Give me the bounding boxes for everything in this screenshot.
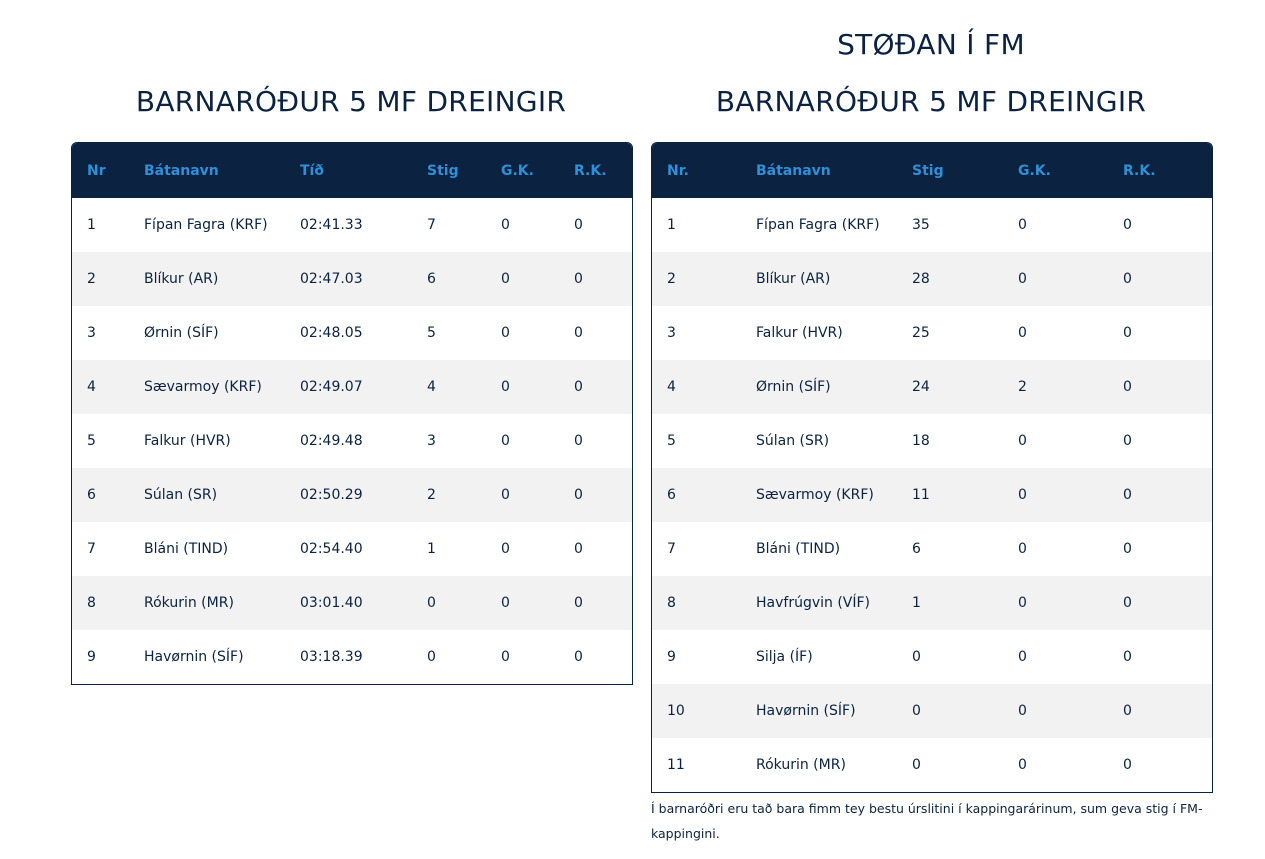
- cell-nr: 8: [72, 576, 129, 630]
- cell-points: 0: [912, 757, 921, 773]
- table-row: [652, 198, 1212, 252]
- cell-gk: 0: [501, 541, 510, 557]
- cell-boat-name: Bláni (TIND): [144, 541, 229, 557]
- cell-nr: 5: [87, 433, 96, 449]
- cell-points: 35: [912, 217, 930, 233]
- column-header-nr: Nr: [72, 143, 129, 198]
- cell-boat-name: Blíkur (AR): [129, 252, 285, 306]
- table-row: [72, 252, 632, 306]
- cell-boat-name: Blíkur (AR): [741, 252, 897, 306]
- cell-nr: 5: [667, 433, 676, 449]
- cell-gk: 0: [1018, 649, 1027, 665]
- cell-boat-name: Sævarmoy (KRF): [129, 360, 285, 414]
- table-row: [652, 576, 1212, 630]
- table-header-row: [72, 143, 632, 198]
- cell-points: 0: [427, 649, 436, 665]
- cell-points: 11: [897, 468, 1003, 522]
- column-header-nr: Nr.: [652, 143, 741, 198]
- cell-boat-name: Falkur (HVR): [756, 325, 843, 341]
- standings-supertitle: STØÐAN Í FM: [837, 28, 1025, 61]
- cell-points: 6: [412, 252, 486, 306]
- cell-nr: 1: [87, 217, 96, 233]
- standings-note: Í barnaróðri eru tað bara fimm tey bestu úrslitini í kappingarárinum, sum geva stig í FM-kappingini.: [651, 801, 1203, 841]
- column-header-boat: Bátanavn: [741, 143, 897, 198]
- cell-nr: 2: [652, 252, 741, 306]
- cell-time: 03:01.40: [285, 576, 412, 630]
- cell-boat-name: Fípan Fagra (KRF): [144, 217, 268, 233]
- table-header-row: [652, 143, 1212, 198]
- cell-rk: 0: [1108, 252, 1212, 306]
- cell-boat-name: Ørnin (SÍF): [741, 360, 897, 414]
- column-header-boat: Bátanavn: [129, 143, 285, 198]
- cell-time: 02:47.03: [285, 252, 412, 306]
- cell-rk: 0: [1123, 757, 1132, 773]
- cell-boat-name: Rókurin (MR): [756, 757, 846, 773]
- cell-rk: 0: [559, 468, 632, 522]
- cell-nr: 4: [652, 360, 741, 414]
- table-row: [652, 630, 1212, 684]
- cell-gk: 0: [486, 468, 559, 522]
- cell-points: 28: [897, 252, 1003, 306]
- table-row: [72, 306, 632, 360]
- race-results-title: BARNARÓÐUR 5 MF DREINGIR: [135, 85, 567, 118]
- cell-nr: 4: [72, 360, 129, 414]
- cell-gk: 0: [486, 360, 559, 414]
- cell-nr: 2: [72, 252, 129, 306]
- cell-points: 25: [912, 325, 930, 341]
- cell-gk: 2: [1003, 360, 1108, 414]
- table-row: [72, 360, 632, 414]
- cell-gk: 0: [1003, 468, 1108, 522]
- table-row: [652, 684, 1212, 738]
- cell-gk: 0: [1018, 325, 1027, 341]
- cell-boat-name: Silja (ÍF): [756, 649, 813, 665]
- cell-nr: 6: [652, 468, 741, 522]
- standings-title: BARNARÓÐUR 5 MF DREINGIR: [715, 85, 1147, 118]
- cell-gk: 0: [1003, 252, 1108, 306]
- cell-rk: 0: [1123, 649, 1132, 665]
- column-header-rk: R.K.: [559, 143, 632, 198]
- standings-table: [651, 142, 1213, 793]
- cell-gk: 0: [1018, 757, 1027, 773]
- table-row: [652, 252, 1212, 306]
- cell-gk: 0: [501, 325, 510, 341]
- cell-points: 3: [427, 433, 436, 449]
- cell-rk: 0: [1108, 576, 1212, 630]
- cell-time: 02:48.05: [300, 325, 363, 341]
- cell-rk: 0: [559, 360, 632, 414]
- cell-gk: 0: [1018, 433, 1027, 449]
- cell-gk: 0: [486, 576, 559, 630]
- cell-time: 02:49.07: [285, 360, 412, 414]
- table-row: [652, 360, 1212, 414]
- column-header-time: Tíð: [285, 143, 412, 198]
- cell-time: 02:50.29: [285, 468, 412, 522]
- table-row: [652, 522, 1212, 576]
- cell-time: 03:18.39: [300, 649, 363, 665]
- table-row: [72, 414, 632, 468]
- cell-nr: 1: [667, 217, 676, 233]
- race-results-table: [71, 142, 633, 685]
- cell-rk: 0: [1123, 433, 1132, 449]
- cell-rk: 0: [1108, 360, 1212, 414]
- cell-boat-name: Rókurin (MR): [129, 576, 285, 630]
- column-header-gk: G.K.: [1003, 143, 1108, 198]
- cell-boat-name: Bláni (TIND): [756, 541, 841, 557]
- cell-nr: 3: [667, 325, 676, 341]
- cell-gk: 0: [1018, 217, 1027, 233]
- cell-points: 1: [897, 576, 1003, 630]
- column-header-gk: G.K.: [486, 143, 559, 198]
- cell-nr: 3: [87, 325, 96, 341]
- cell-gk: 0: [1003, 576, 1108, 630]
- cell-points: 0: [897, 684, 1003, 738]
- cell-nr: 9: [667, 649, 676, 665]
- cell-points: 0: [412, 576, 486, 630]
- cell-points: 5: [427, 325, 436, 341]
- cell-points: 18: [912, 433, 930, 449]
- cell-points: 4: [412, 360, 486, 414]
- column-header-rk: R.K.: [1108, 143, 1212, 198]
- cell-rk: 0: [559, 252, 632, 306]
- cell-rk: 0: [1108, 684, 1212, 738]
- cell-boat-name: Ørnin (SÍF): [144, 325, 219, 341]
- cell-gk: 0: [501, 649, 510, 665]
- cell-boat-name: Súlan (SR): [756, 433, 830, 449]
- cell-rk: 0: [1108, 468, 1212, 522]
- table-row: [652, 306, 1212, 360]
- table-row: [72, 198, 632, 252]
- table-row: [72, 522, 632, 576]
- cell-points: 6: [912, 541, 921, 557]
- cell-boat-name: Havfrúgvin (VÍF): [741, 576, 897, 630]
- table-row: [652, 414, 1212, 468]
- cell-nr: 8: [652, 576, 741, 630]
- cell-boat-name: Súlan (SR): [129, 468, 285, 522]
- cell-nr: 7: [87, 541, 96, 557]
- cell-rk: 0: [574, 325, 583, 341]
- cell-nr: 7: [667, 541, 676, 557]
- cell-rk: 0: [574, 649, 583, 665]
- table-row: [72, 576, 632, 630]
- column-header-points: Stig: [897, 143, 1003, 198]
- cell-rk: 0: [574, 541, 583, 557]
- cell-boat-name: Havørnin (SÍF): [144, 649, 244, 665]
- cell-nr: 11: [667, 757, 685, 773]
- cell-nr: 6: [72, 468, 129, 522]
- cell-nr: 9: [87, 649, 96, 665]
- cell-nr: 10: [652, 684, 741, 738]
- cell-rk: 0: [1123, 541, 1132, 557]
- cell-time: 02:49.48: [300, 433, 363, 449]
- cell-points: 0: [912, 649, 921, 665]
- cell-gk: 0: [501, 433, 510, 449]
- table-row: [652, 738, 1212, 792]
- cell-boat-name: Fípan Fagra (KRF): [756, 217, 880, 233]
- table-row: [652, 468, 1212, 522]
- cell-time: 02:54.40: [300, 541, 363, 557]
- cell-time: 02:41.33: [300, 217, 363, 233]
- cell-rk: 0: [1123, 217, 1132, 233]
- cell-gk: 0: [501, 217, 510, 233]
- cell-rk: 0: [559, 576, 632, 630]
- cell-points: 7: [427, 217, 436, 233]
- column-header-points: Stig: [412, 143, 486, 198]
- cell-gk: 0: [1018, 541, 1027, 557]
- table-row: [72, 468, 632, 522]
- cell-gk: 0: [486, 252, 559, 306]
- cell-points: 2: [412, 468, 486, 522]
- cell-rk: 0: [574, 433, 583, 449]
- cell-rk: 0: [574, 217, 583, 233]
- cell-boat-name: Falkur (HVR): [144, 433, 231, 449]
- cell-rk: 0: [1123, 325, 1132, 341]
- table-row: [72, 630, 632, 684]
- cell-points: 1: [427, 541, 436, 557]
- cell-points: 24: [897, 360, 1003, 414]
- cell-boat-name: Sævarmoy (KRF): [741, 468, 897, 522]
- cell-boat-name: Havørnin (SÍF): [741, 684, 897, 738]
- cell-gk: 0: [1003, 684, 1108, 738]
